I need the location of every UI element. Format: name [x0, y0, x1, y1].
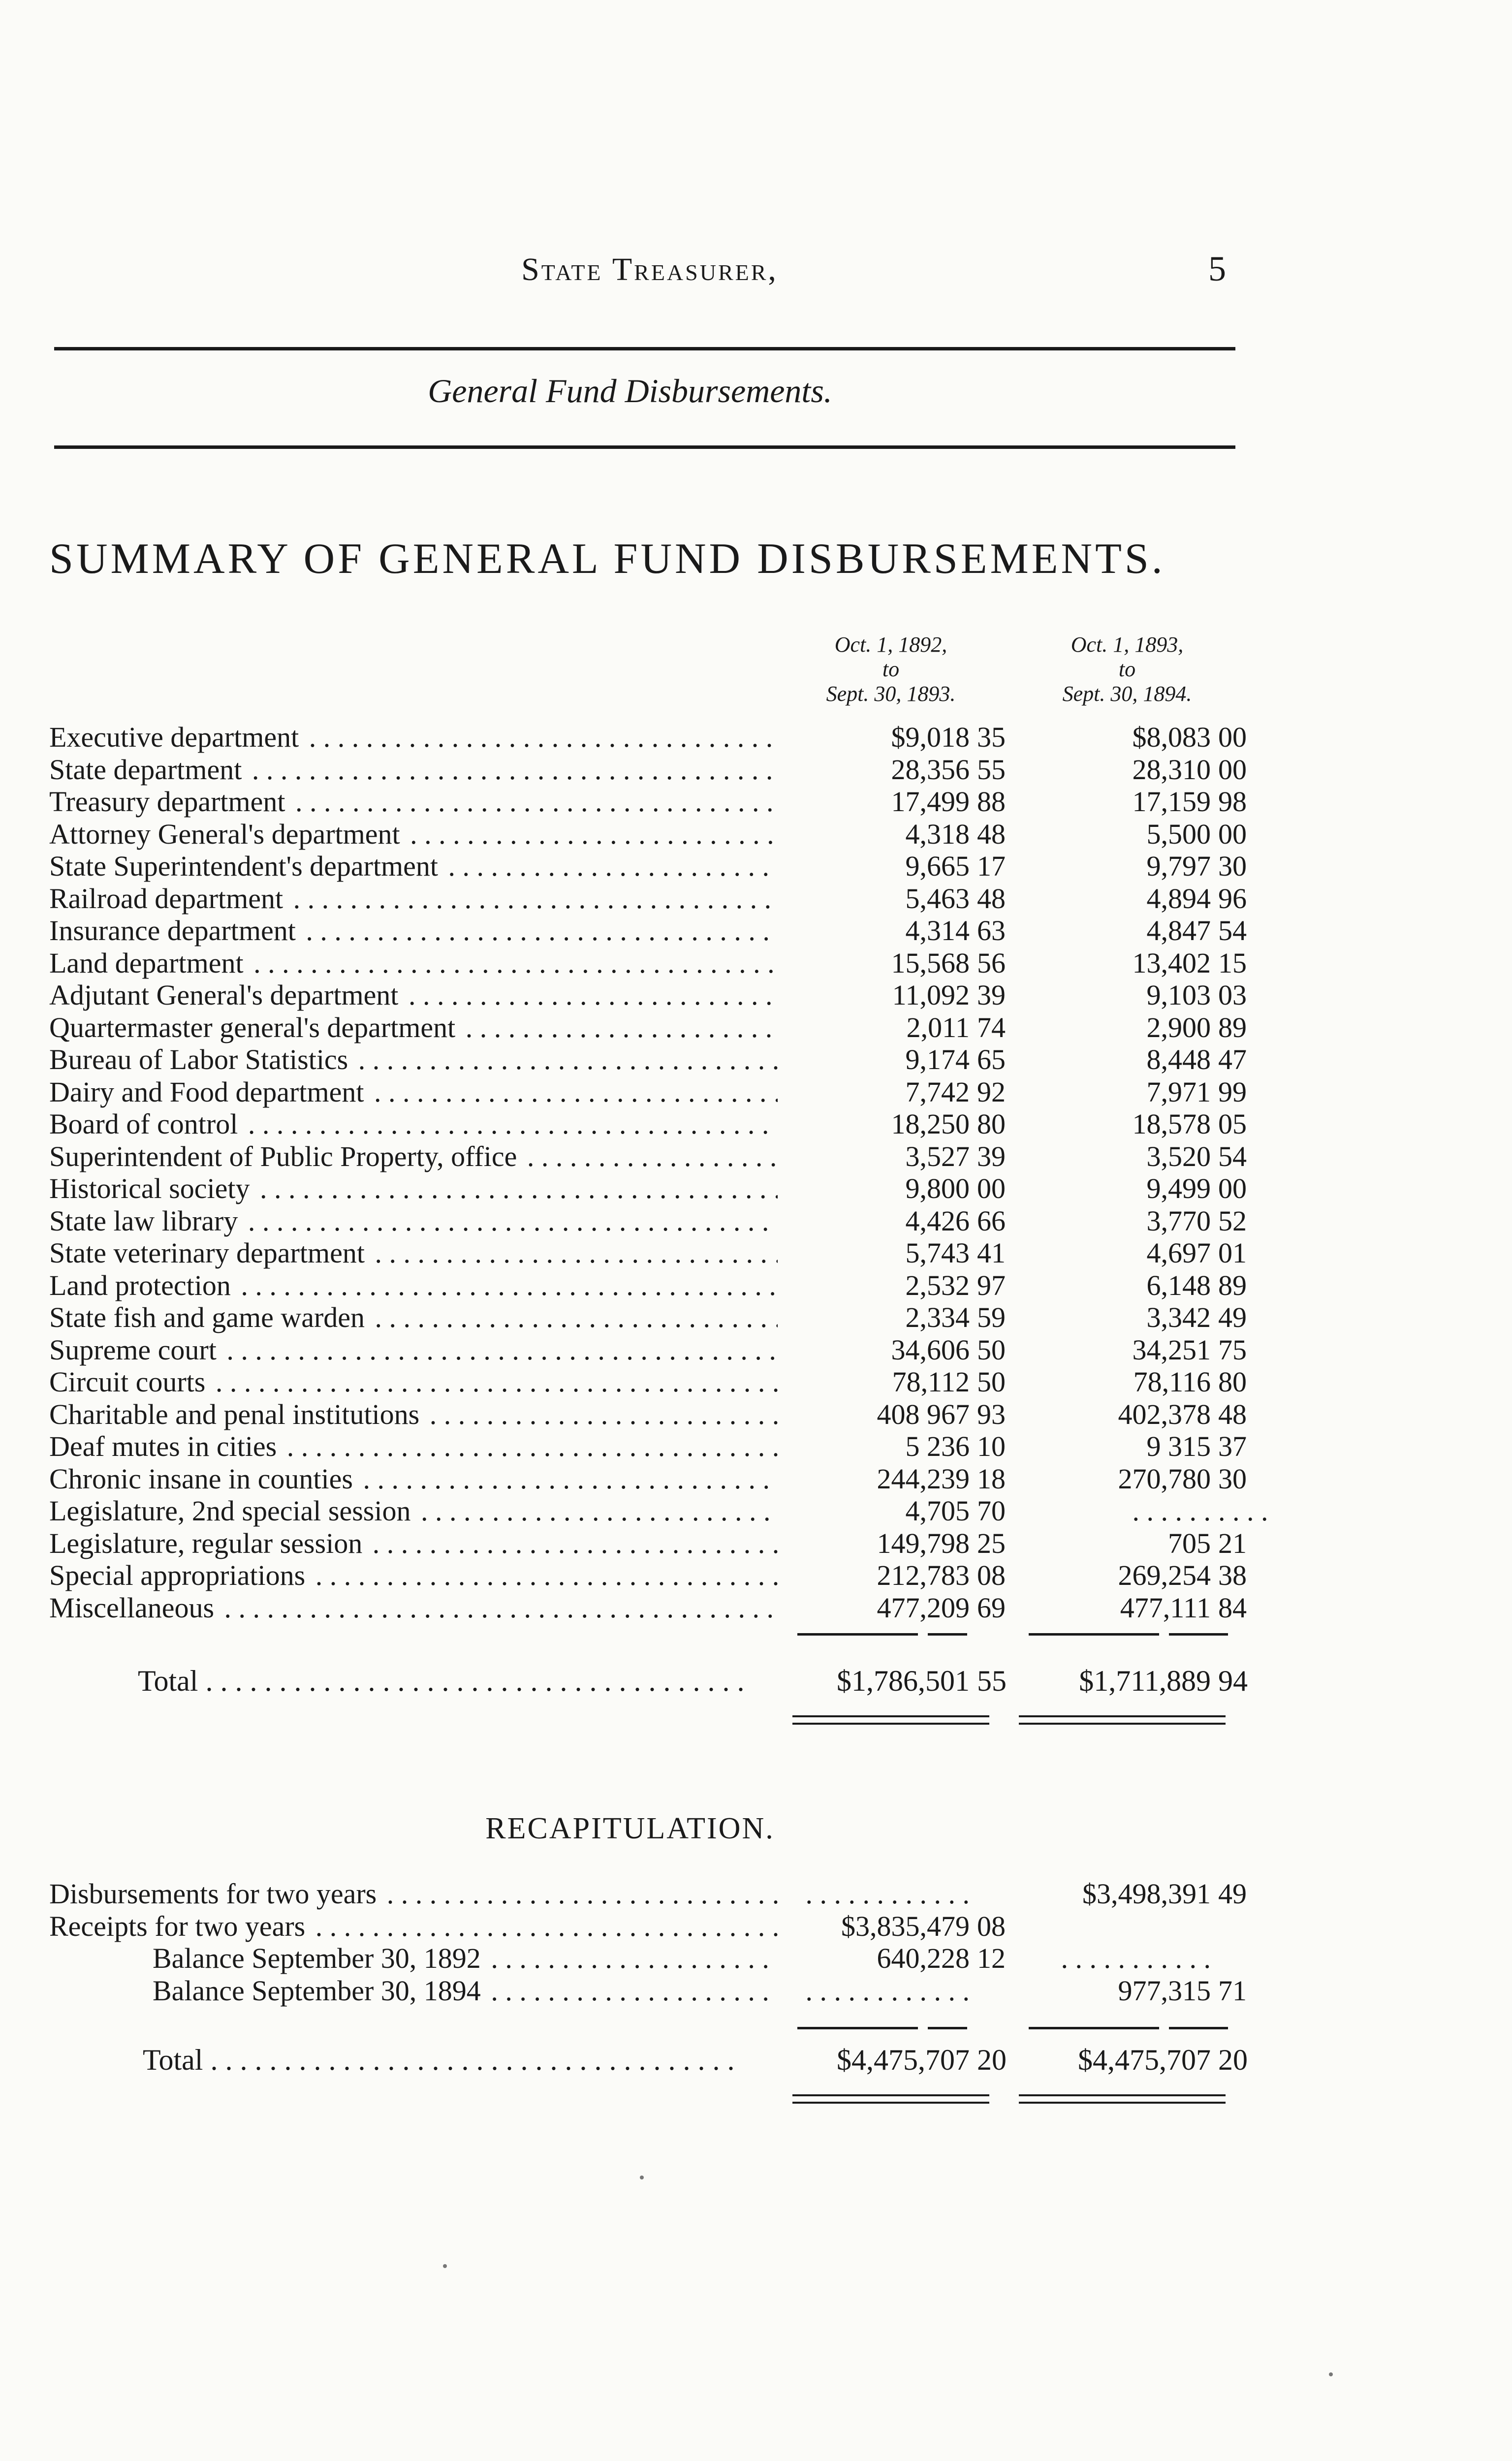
recap-rule-1a: [797, 2027, 918, 2029]
row-cents-1: 88: [977, 786, 1006, 818]
table-row: [49, 1878, 1247, 1910]
col1-line3: Sept. 30, 1893.: [826, 682, 956, 706]
row-label: Bureau of Labor Statistics . . .: [49, 1043, 778, 1075]
row-cents-2: 89: [1218, 1011, 1247, 1043]
row-label: Balance September 30, 1894 . . .: [49, 1975, 778, 2007]
table-row: [49, 1974, 1247, 2007]
total-label: Total . . . . . . . . . . . . . . . . . . . . . . . . . . . . . . . . . . . . .: [138, 1665, 745, 1697]
row-dollars-2: 9,103: [1146, 979, 1211, 1011]
recap-table: [49, 1878, 1247, 2007]
row-label: Superintendent of Public Property, office . . .: [49, 1140, 778, 1172]
summary-table: [49, 721, 1268, 1624]
page-number: 5: [1208, 249, 1226, 288]
recap-double-rule-1a: [792, 2094, 989, 2096]
row-dollars-2: 9 315: [1146, 1430, 1211, 1462]
table-row: [49, 1301, 1247, 1334]
sum-rule-1a: [797, 1633, 918, 1636]
paper-speck: [640, 2176, 644, 2179]
recap-double-rule-1b: [792, 2102, 989, 2104]
table-row: [49, 850, 1247, 883]
row-dollars-2: 18,578: [1132, 1108, 1211, 1140]
total-1893-cents: 55: [977, 1665, 1007, 1697]
row-dollars-1: 244,239: [877, 1462, 970, 1495]
row-label: Circuit courts . . .: [49, 1366, 778, 1398]
rule-top: [54, 347, 1235, 350]
row-cents-1: 80: [977, 1108, 1006, 1140]
table-row: [49, 1140, 1247, 1173]
table-row: [49, 1011, 1247, 1044]
row-label: Land protection . . .: [49, 1269, 778, 1301]
row-dollars-1: 5 236: [905, 1430, 970, 1462]
row-label: Historical society . . .: [49, 1172, 778, 1204]
row-dollars-2: 9,499: [1146, 1172, 1211, 1204]
row-dollars-1: 28,356: [891, 753, 970, 786]
row-label: Legislature, 2nd special session . . .: [49, 1495, 778, 1527]
recap-double-rule-2a: [1019, 2094, 1226, 2096]
row-cents-1: 55: [977, 753, 1006, 786]
recap-rule-2a: [1029, 2027, 1159, 2029]
table-row: [49, 753, 1247, 786]
row-cents-2: 75: [1218, 1333, 1247, 1366]
table-row: [49, 1108, 1247, 1140]
table-row: [49, 979, 1247, 1011]
row-dollars-2: 477,111: [1120, 1591, 1211, 1624]
recap-total-label: Total . . . . . . . . . . . . . . . . . . . . . . . . . . . . . . . . . . . .: [143, 2044, 735, 2076]
table-row: [49, 1462, 1247, 1495]
row-cents-1: 92: [977, 1075, 1006, 1108]
total-1894-dollars: $1,711,889: [1079, 1665, 1211, 1697]
row-dollars-1: 212,783: [877, 1559, 970, 1591]
row-dollars-2: 6,148: [1146, 1269, 1211, 1301]
row-dollars-2: 5,500: [1146, 818, 1211, 850]
recap-double-rule-2b: [1019, 2102, 1226, 2104]
row-label: Balance September 30, 1892 . . .: [49, 1942, 778, 1974]
total-double-rule-1a: [792, 1715, 989, 1717]
row-dollars-1: 2,011: [906, 1011, 970, 1043]
row-cents-2: 48: [1218, 1398, 1247, 1430]
row-label: Executive department . . .: [49, 721, 778, 753]
paper-speck: [443, 2264, 447, 2268]
row-dollars-1: 640,228: [877, 1942, 970, 1974]
sum-rule-1b: [928, 1633, 967, 1636]
row-label: Charitable and penal institutions . . .: [49, 1398, 778, 1430]
row-cents-2: 00: [1218, 721, 1247, 753]
row-cents-1: 00: [977, 1172, 1006, 1204]
row-cents-1: 63: [977, 915, 1006, 947]
row-dollars-2: 3,770: [1146, 1204, 1211, 1237]
row-cents-1: 25: [977, 1527, 1006, 1559]
row-dollars-1: 17,499: [891, 786, 970, 818]
row-dollars-1: 477,209: [877, 1591, 970, 1624]
row-dollars-2: 78,116: [1133, 1366, 1211, 1398]
row-dollars-2: . . . . . .: [1132, 1495, 1211, 1527]
row-cents-2: 37: [1218, 1430, 1247, 1462]
row-cents-2: 00: [1218, 1172, 1247, 1204]
row-label: State department . . .: [49, 754, 778, 786]
header-title: State Treasurer,: [521, 252, 778, 287]
row-dollars-1: 4,318: [905, 818, 970, 850]
row-cents-1: 35: [977, 721, 1006, 753]
table-row: [49, 1559, 1247, 1592]
row-cents-1: 18: [977, 1462, 1006, 1495]
table-row: [49, 1333, 1247, 1366]
row-cents-1: 08: [977, 1910, 1006, 1942]
row-cents-2: 98: [1218, 786, 1247, 818]
recap-total-2-cents: 20: [1218, 2044, 1248, 2076]
row-cents-1: 41: [977, 1237, 1006, 1269]
row-cents-1: 12: [977, 1942, 1006, 1974]
col2-line3: Sept. 30, 1894.: [1062, 682, 1192, 706]
row-label: Treasury department . . .: [49, 786, 778, 818]
row-dollars-2: 34,251: [1132, 1333, 1211, 1366]
row-cents-2: 01: [1218, 1237, 1247, 1269]
row-cents-2: 30: [1218, 1462, 1247, 1495]
row-cents-1: 48: [977, 882, 1006, 915]
row-label: State veterinary department . . .: [49, 1237, 778, 1269]
table-row: [49, 1204, 1247, 1237]
row-cents-1: 39: [977, 979, 1006, 1011]
table-row: [49, 1591, 1247, 1624]
row-dollars-2: $3,498,391: [1082, 1878, 1211, 1910]
recap-total-1-dollars: $4,475,707: [837, 2044, 970, 2076]
recap-title: RECAPITULATION.: [485, 1812, 775, 1845]
row-cents-2: 00: [1218, 818, 1247, 850]
row-dollars-1: $9,018: [891, 721, 970, 753]
row-dollars-2: 4,894: [1146, 882, 1211, 915]
row-dollars-1: 4,705: [905, 1495, 970, 1527]
row-cents-2: 38: [1218, 1559, 1247, 1591]
row-dollars-1: 11,092: [892, 979, 970, 1011]
row-cents-1: 74: [977, 1011, 1006, 1043]
row-dollars-2: 7,971: [1146, 1075, 1211, 1108]
column-heading-1894: [1024, 632, 1230, 706]
total-1893-dollars: $1,786,501: [837, 1665, 970, 1697]
row-dollars-1: 5,463: [905, 882, 970, 915]
table-row: [49, 947, 1247, 979]
total-double-rule-2a: [1019, 1715, 1226, 1717]
row-dollars-2: 3,520: [1146, 1140, 1211, 1172]
row-label: State fish and game warden . . .: [49, 1301, 778, 1333]
row-dollars-1: 15,568: [891, 947, 970, 979]
row-cents-2: 30: [1218, 850, 1247, 882]
row-cents-2: 96: [1218, 882, 1247, 915]
row-dollars-1: 18,250: [891, 1108, 970, 1140]
row-cents-1: 39: [977, 1140, 1006, 1172]
row-label: Attorney General's department . . .: [49, 818, 778, 850]
row-cents-2: 05: [1218, 1108, 1247, 1140]
row-label: Insurance department . . .: [49, 915, 778, 947]
row-cents-2: 21: [1218, 1527, 1247, 1559]
table-row: [49, 1366, 1247, 1398]
row-dollars-1: 34,606: [891, 1333, 970, 1366]
row-dollars-2: 2,900: [1146, 1011, 1211, 1043]
total-1894-cents: 94: [1218, 1665, 1248, 1697]
sum-rule-2b: [1169, 1633, 1228, 1636]
row-cents-2: 03: [1218, 979, 1247, 1011]
row-cents-2: 71: [1218, 1974, 1247, 2007]
row-cents-2: 47: [1218, 1043, 1247, 1075]
col1-line2: to: [882, 657, 900, 681]
row-dollars-2: 270,780: [1118, 1462, 1211, 1495]
table-row: [49, 1398, 1247, 1431]
table-row: [49, 1527, 1247, 1560]
row-dollars-1: 3,527: [905, 1140, 970, 1172]
row-dollars-2: 9,797: [1146, 850, 1211, 882]
paper-speck: [1329, 2372, 1333, 2376]
table-row: [49, 786, 1247, 818]
row-dollars-2: 4,847: [1146, 915, 1211, 947]
row-label: Quartermaster general's department . . .: [49, 1011, 778, 1043]
row-cents-2: 89: [1218, 1269, 1247, 1301]
row-dollars-1: 149,798: [877, 1527, 970, 1559]
row-cents-1: 65: [977, 1043, 1006, 1075]
column-heading-1893: [788, 632, 994, 706]
row-cents-1: 56: [977, 947, 1006, 979]
row-cents-1: 10: [977, 1430, 1006, 1462]
col2-line1: Oct. 1, 1893,: [1071, 632, 1184, 657]
row-dollars-2: 8,448: [1146, 1043, 1211, 1075]
row-label: Legislature, regular session . . .: [49, 1527, 778, 1559]
table-row: [49, 1495, 1268, 1527]
row-cents-2: 80: [1218, 1366, 1247, 1398]
row-dollars-2: . . . . . . . . . . .: [1061, 1942, 1211, 1974]
row-label: Adjutant General's department . . .: [49, 979, 778, 1011]
total-double-rule-1b: [792, 1723, 989, 1725]
row-cents-1: 48: [977, 818, 1006, 850]
table-row: [49, 1172, 1247, 1205]
row-label: Supreme court . . .: [49, 1334, 778, 1366]
row-dollars-2: 13,402: [1132, 947, 1211, 979]
row-dollars-1: 5,743: [905, 1237, 970, 1269]
row-cents-2: . . . .: [1218, 1495, 1268, 1527]
row-cents-1: 97: [977, 1269, 1006, 1301]
row-cents-2: 84: [1218, 1591, 1247, 1624]
row-dollars-1: 4,314: [905, 915, 970, 947]
table-row: [49, 721, 1247, 754]
row-label: Chronic insane in counties . . .: [49, 1463, 778, 1495]
row-dollars-1: 9,800: [905, 1172, 970, 1204]
recap-rule-1b: [928, 2027, 967, 2029]
row-label: Miscellaneous . . .: [49, 1592, 778, 1624]
row-dollars-1: 9,665: [905, 850, 970, 882]
row-dollars-1: 9,174: [905, 1043, 970, 1075]
table-row: [49, 1910, 1240, 1943]
row-cents-1: 50: [977, 1366, 1006, 1398]
table-row: [49, 915, 1247, 947]
row-cents-2: 54: [1218, 1140, 1247, 1172]
sum-rule-2a: [1029, 1633, 1159, 1636]
row-label: State law library . . .: [49, 1205, 778, 1237]
row-dollars-2: 3,342: [1146, 1301, 1211, 1333]
row-dollars-2: 402,378: [1118, 1398, 1211, 1430]
row-dollars-2: 4,697: [1146, 1237, 1211, 1269]
row-cents-2: 49: [1218, 1301, 1247, 1333]
row-cents-1: 69: [977, 1591, 1006, 1624]
row-cents-1: 66: [977, 1204, 1006, 1237]
row-label: State Superintendent's department . . .: [49, 850, 778, 882]
row-dollars-1: 7,742: [905, 1075, 970, 1108]
row-dollars-1: . . . . . . . . . . . .: [805, 1878, 970, 1910]
row-dollars-1: 2,334: [905, 1301, 970, 1333]
row-dollars-1: 4,426: [905, 1204, 970, 1237]
total-double-rule-2b: [1019, 1723, 1226, 1725]
rule-bottom: [54, 445, 1235, 449]
summary-total-row: [49, 1664, 1248, 1698]
row-cents-2: 49: [1218, 1878, 1247, 1910]
row-label: Land department . . .: [49, 947, 778, 979]
col2-line2: to: [1118, 657, 1136, 681]
row-cents-1: 59: [977, 1301, 1006, 1333]
row-cents-2: 52: [1218, 1204, 1247, 1237]
row-dollars-2: 28,310: [1132, 753, 1211, 786]
row-label: Board of control . . .: [49, 1108, 778, 1140]
table-row: [49, 882, 1247, 915]
row-label: Railroad department . . .: [49, 883, 778, 915]
col1-line1: Oct. 1, 1892,: [834, 632, 947, 657]
table-row: [49, 1237, 1247, 1269]
row-dollars-1: . . . . . . . . . . . .: [805, 1974, 970, 2007]
row-dollars-1: 78,112: [892, 1366, 970, 1398]
row-dollars-1: $3,835,479: [841, 1910, 970, 1942]
row-dollars-2: 977,315: [1118, 1974, 1211, 2007]
section-subheading: General Fund Disbursements.: [428, 372, 832, 410]
row-cents-2: 99: [1218, 1075, 1247, 1108]
row-label: Disbursements for two years . . .: [49, 1878, 778, 1910]
recap-total-2-dollars: $4,475,707: [1078, 2044, 1211, 2076]
recap-total-row: [49, 2043, 1248, 2077]
row-cents-1: 17: [977, 850, 1006, 882]
row-cents-2: 54: [1218, 915, 1247, 947]
row-label: Receipts for two years . . .: [49, 1910, 778, 1942]
table-row: [49, 1430, 1247, 1463]
row-dollars-1: 2,532: [905, 1269, 970, 1301]
table-row: [49, 1942, 1240, 1975]
table-row: [49, 1043, 1247, 1076]
row-cents-1: 50: [977, 1333, 1006, 1366]
row-cents-1: 93: [977, 1398, 1006, 1430]
row-dollars-2: $8,083: [1132, 721, 1211, 753]
row-cents-1: 70: [977, 1495, 1006, 1527]
table-row: [49, 1075, 1247, 1108]
row-dollars-1: 408 967: [877, 1398, 970, 1430]
page-title: SUMMARY OF GENERAL FUND DISBURSEMENTS.: [49, 535, 1166, 583]
row-label: Dairy and Food department . . .: [49, 1076, 778, 1108]
row-label: Special appropriations . . .: [49, 1559, 778, 1591]
row-label: Deaf mutes in cities . . .: [49, 1430, 778, 1462]
recap-rule-2b: [1169, 2027, 1228, 2029]
row-cents-1: 08: [977, 1559, 1006, 1591]
row-dollars-2: 269,254: [1118, 1559, 1211, 1591]
row-cents-2: 15: [1218, 947, 1247, 979]
row-dollars-2: 705: [1168, 1527, 1211, 1559]
row-cents-2: 00: [1218, 753, 1247, 786]
recap-total-1-cents: 20: [977, 2044, 1007, 2076]
table-row: [49, 1269, 1247, 1302]
table-row: [49, 818, 1247, 851]
row-dollars-2: 17,159: [1132, 786, 1211, 818]
